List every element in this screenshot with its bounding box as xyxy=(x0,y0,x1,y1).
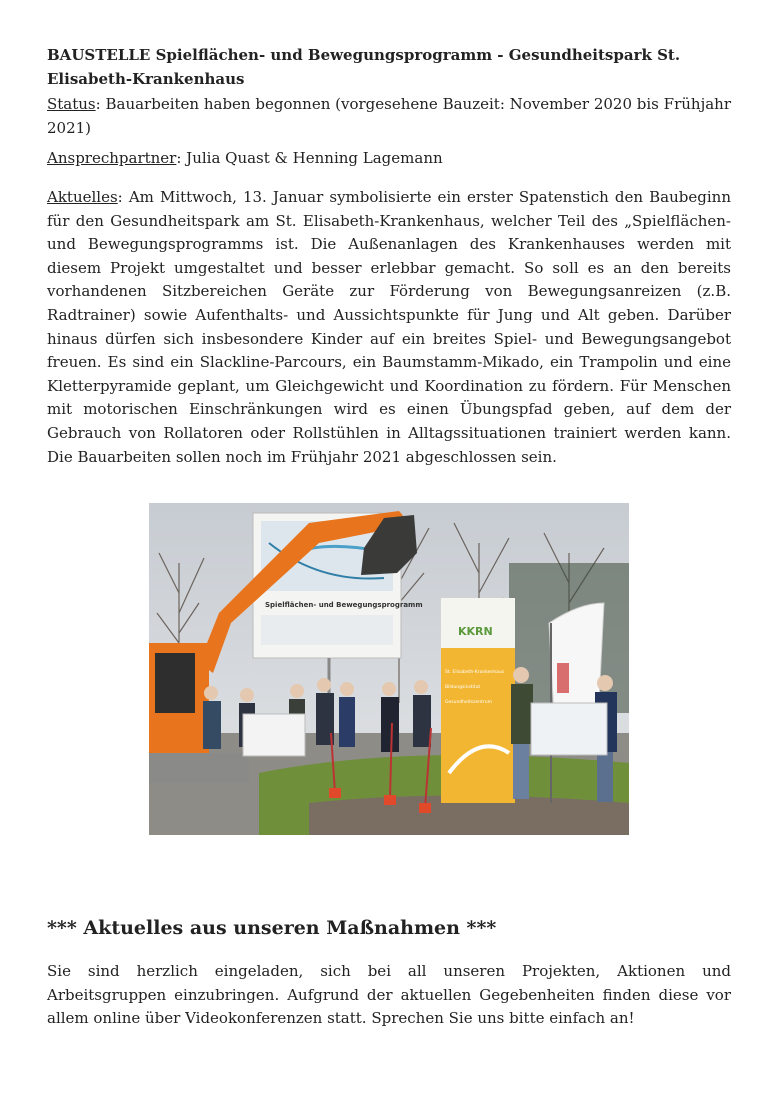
groundbreaking-photo xyxy=(149,503,629,835)
contact-text: : Julia Quast & Henning Lagemann xyxy=(176,149,443,168)
banner-line-1: St. Elisabeth-Krankenhaus xyxy=(445,670,505,675)
status-label: Status xyxy=(47,95,96,114)
article-title: BAUSTELLE Spielflächen- und Bewegungsprogramm - Gesundheitspark St. Elisabeth-Krankenhaus xyxy=(47,46,681,88)
contact-label: Ansprechpartner xyxy=(47,149,177,168)
banner-line-3: Gesundheitszentrum xyxy=(445,700,492,705)
status-line xyxy=(47,93,731,140)
article xyxy=(47,44,731,469)
section-heading: *** Aktuelles aus unseren Maßnahmen *** xyxy=(47,917,497,939)
status-text: : Bauarbeiten haben begonnen (vorgesehene Bauzeit: November 2020 bis Frühjahr 2021) xyxy=(47,95,731,137)
news-paragraph xyxy=(47,186,731,469)
banner-logo: KKRN xyxy=(458,625,493,638)
billboard-caption: Spielflächen- und Bewegungsprogramm xyxy=(265,601,423,609)
section-body: Sie sind herzlich eingeladen, sich bei all unseren Projekten, Aktionen und Arbeitsgruppen einzubringen. Aufgrund der aktuellen Gegebenheiten finden diese vor allem online über Videokonferenzen statt. Sprechen Sie uns bitte einfach an! xyxy=(47,962,731,1028)
banner-line-2: Bildungsinstitut xyxy=(445,685,481,690)
news-label: Aktuelles xyxy=(47,187,118,206)
contact-line xyxy=(47,147,731,171)
kkrn-banner xyxy=(441,598,515,803)
news-text: : Am Mittwoch, 13. Januar symbolisierte ein erster Spatenstich den Baubeginn für den Gesundheitspark am St. Elisabeth-Krankenhaus, welcher Teil des „Spielflächen- und Bewegungsprogramms ist. Die Außenanlagen des Krankenhauses werden mit diesem Projekt umgestaltet und besser erlebbar gemacht. So soll es an den bereits vorhandenen Sitzbereichen Geräte zur Förderung von Bewegungsanreizen (z.B. Radtrainer) sowie Aufenthalts- und Aussichtspunkte für Jung und Alt geben. Darüber hinaus dürfen sich insbesondere Kinder auf ein breites Spiel- und Bewegungsangebot freuen. Es sind ein Slackline-Parcours, ein Baumstamm-Mikado, ein Trampolin und eine Kletterpyramide geplant, um Gleichgewicht und Koordination zu fördern. Für Menschen mit motorischen Einschränkungen wird es einen Übungspfad geben, auf dem der Gebrauch von Rollatoren oder Rollstühlen in Alltagssituationen trainiert werden kann. Die Bauarbeiten sollen noch im Frühjahr 2021 abgeschlossen sein. xyxy=(47,187,731,466)
